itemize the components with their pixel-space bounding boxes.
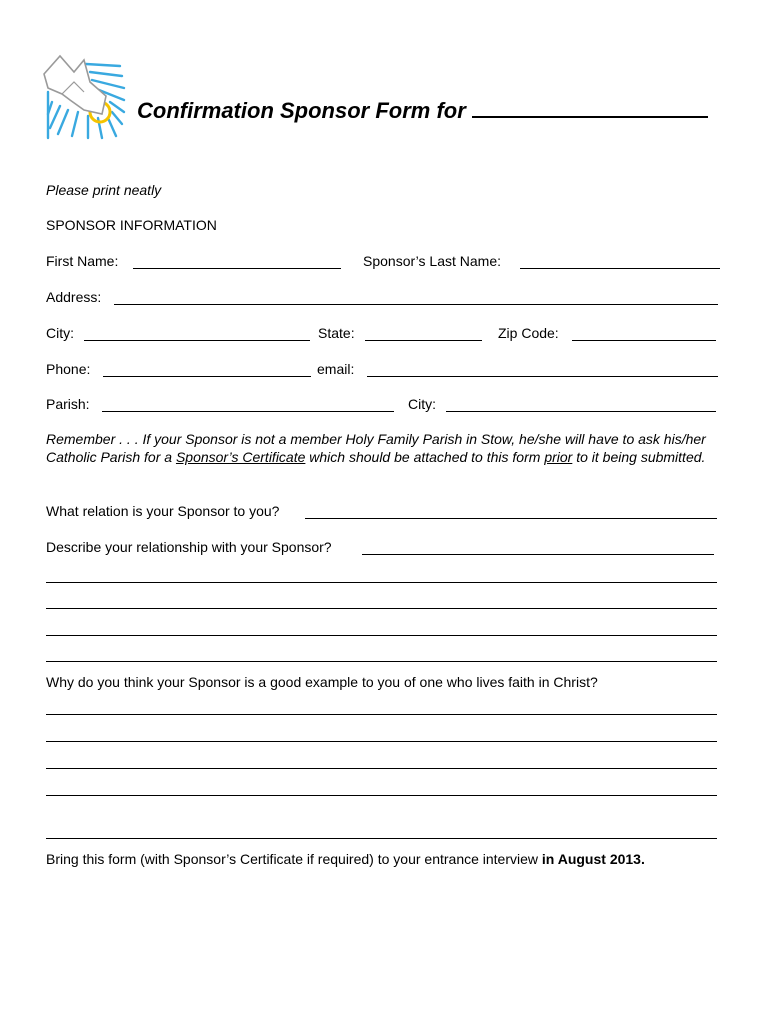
relation-field[interactable]: [305, 518, 717, 519]
parish-label: Parish:: [46, 396, 90, 412]
address-field[interactable]: [114, 304, 718, 305]
footer-deadline: in August 2013.: [541, 851, 645, 867]
example-line-2[interactable]: [46, 741, 717, 742]
describe-line-1[interactable]: [46, 582, 717, 583]
address-label: Address:: [46, 289, 102, 305]
email-field[interactable]: [367, 376, 718, 377]
section-heading: SPONSOR INFORMATION: [46, 217, 217, 233]
describe-line-4[interactable]: [46, 661, 717, 662]
zip-field[interactable]: [572, 340, 716, 341]
example-line-3[interactable]: [46, 768, 717, 769]
form-title-text: Confirmation Sponsor Form for: [137, 98, 466, 123]
example-line-5[interactable]: [46, 838, 717, 839]
first-name-field[interactable]: [133, 268, 341, 269]
example-question: Why do you think your Sponsor is a good example to you of one who lives faith in Christ?: [46, 674, 598, 690]
form-title-blank[interactable]: [472, 98, 708, 118]
state-label: State:: [318, 325, 355, 341]
relation-question: What relation is your Sponsor to you?: [46, 503, 280, 519]
parish-field[interactable]: [102, 411, 394, 412]
last-name-field[interactable]: [520, 268, 720, 269]
phone-label: Phone:: [46, 361, 91, 377]
state-field[interactable]: [365, 340, 482, 341]
reminder-text-1: Remember . . . If your Sponsor is not a member Holy Family Parish in Stow, he/she will have to ask his/her Catholic Parish for a: [46, 431, 706, 465]
parish-city-field[interactable]: [446, 411, 716, 412]
city-field[interactable]: [84, 340, 310, 341]
last-name-label: Sponsor’s Last Name:: [363, 253, 501, 269]
describe-line-3[interactable]: [46, 635, 717, 636]
example-line-4[interactable]: [46, 795, 717, 796]
parish-city-label: City:: [408, 396, 436, 412]
reminder-text-3: to it being submitted.: [572, 449, 706, 465]
zip-label: Zip Code:: [498, 325, 559, 341]
city-label: City:: [46, 325, 74, 341]
footer-text: Bring this form (with Sponsor’s Certificate if required) to your entrance interview: [46, 851, 542, 867]
sponsor-certificate-text: Sponsor’s Certificate: [175, 449, 306, 465]
describe-question: Describe your relationship with your Sponsor?: [46, 539, 332, 555]
phone-field[interactable]: [103, 376, 311, 377]
dove-logo-icon: [40, 52, 126, 140]
describe-field[interactable]: [362, 554, 714, 555]
example-line-1[interactable]: [46, 714, 717, 715]
form-title: [137, 98, 708, 124]
email-label: email:: [317, 361, 355, 377]
reminder-paragraph: [46, 430, 726, 466]
reminder-text-2: which should be attached to this form: [305, 449, 545, 465]
first-name-label: First Name:: [46, 253, 119, 269]
instruction-text: Please print neatly: [46, 182, 162, 198]
describe-line-2[interactable]: [46, 608, 717, 609]
prior-text: prior: [544, 449, 573, 465]
footer-note: [46, 851, 645, 868]
